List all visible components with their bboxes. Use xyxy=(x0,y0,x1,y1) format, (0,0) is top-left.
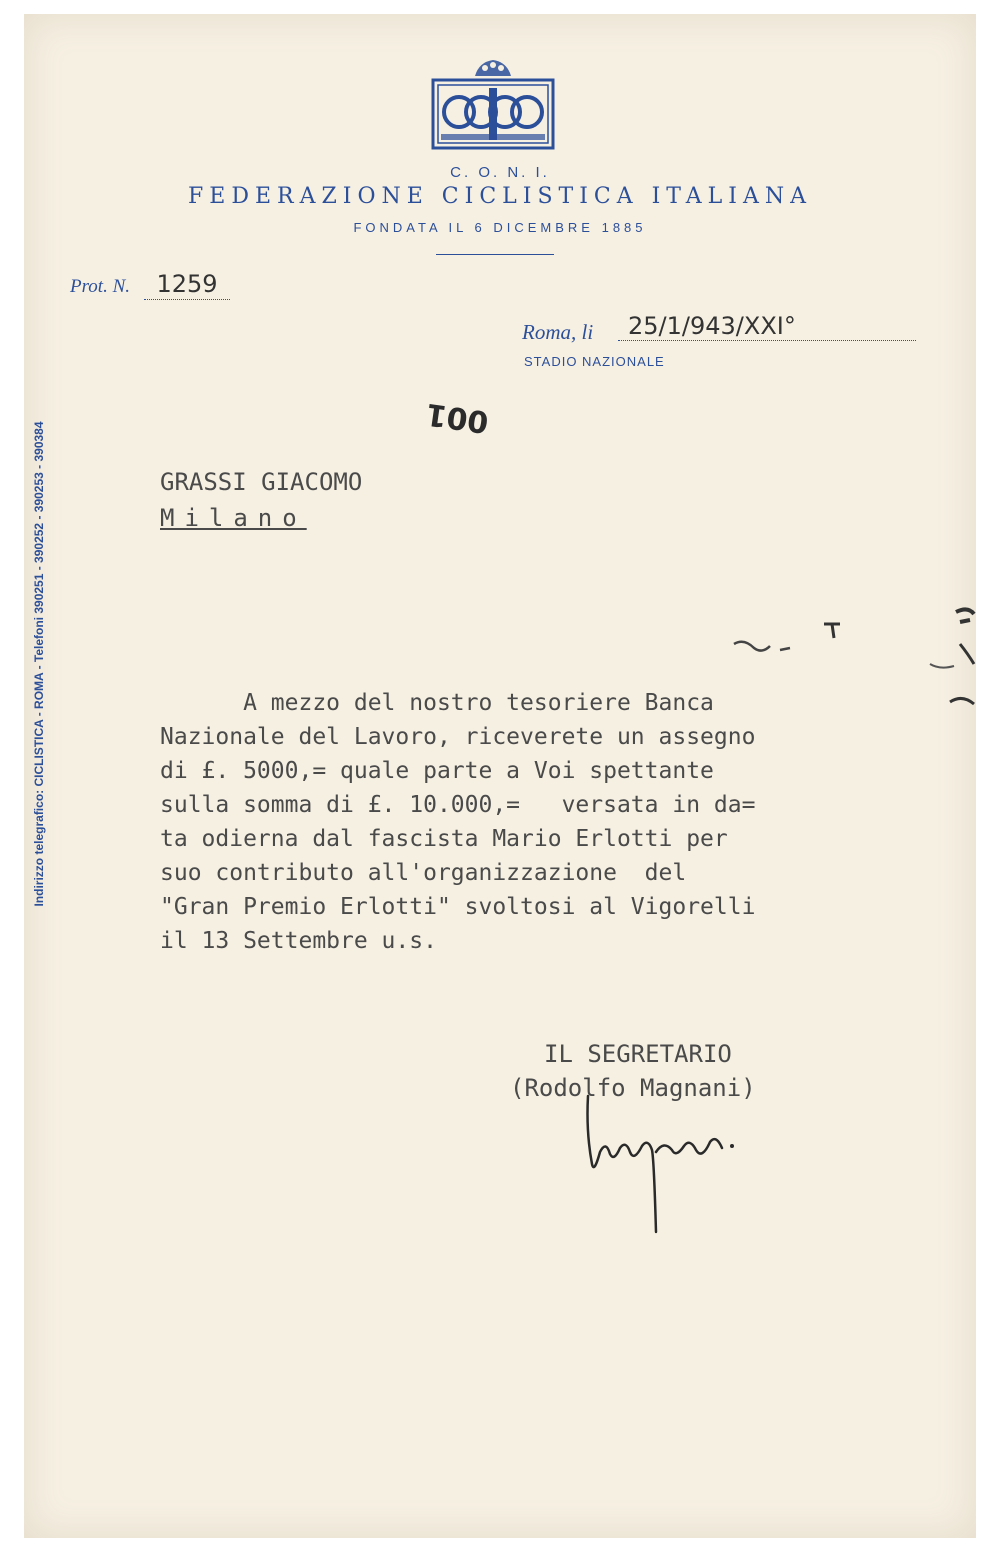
coni-olympic-rings-logo xyxy=(429,54,557,154)
letter-sheet xyxy=(24,14,976,1538)
body-line: sulla somma di £. 10.000,= versata in da= xyxy=(160,792,756,818)
protocol-label: Prot. N. xyxy=(70,276,130,297)
telegraph-phone-sidebar: Indirizzo telegrafico: CICLISTICA - ROMA - Telefoni 390251 - 390252 - 390253 - 390384 xyxy=(32,421,46,907)
venue-label: STADIO NAZIONALE xyxy=(524,354,665,369)
letter-body xyxy=(160,686,940,958)
protocol-number: 1259 xyxy=(144,270,230,300)
handwritten-number: 001 xyxy=(423,395,491,440)
founded-date: FONDATA IL 6 DICEMBRE 1885 xyxy=(353,220,647,235)
signatory-name: (Rodolfo Magnani) xyxy=(510,1074,756,1102)
body-line: A mezzo del nostro tesoriere Banca xyxy=(160,690,714,716)
handwritten-signature xyxy=(572,1092,752,1238)
body-line: ta odierna dal fascista Mario Erlotti per xyxy=(160,826,728,852)
body-line: il 13 Settembre u.s. xyxy=(160,928,437,954)
body-line: "Gran Premio Erlotti" svoltosi al Vigorelli xyxy=(160,894,756,920)
body-line: Nazionale del Lavoro, riceverete un assegno xyxy=(160,724,756,750)
recipient-name: GRASSI GIACOMO xyxy=(160,468,363,496)
body-line: suo contributo all'organizzazione del xyxy=(160,860,687,886)
org-short-name: C. O. N. I. xyxy=(450,164,550,181)
signatory-title: IL SEGRETARIO xyxy=(544,1040,732,1068)
recipient-city: Milano xyxy=(160,504,307,532)
letter-date: 25/1/943/XXI° xyxy=(618,312,916,341)
body-line: di £. 5000,= quale parte a Voi spettante xyxy=(160,758,714,784)
place-label: Roma, li xyxy=(522,320,594,344)
header-divider xyxy=(436,254,554,255)
federation-name: FEDERAZIONE CICLISTICA ITALIANA xyxy=(188,184,812,209)
